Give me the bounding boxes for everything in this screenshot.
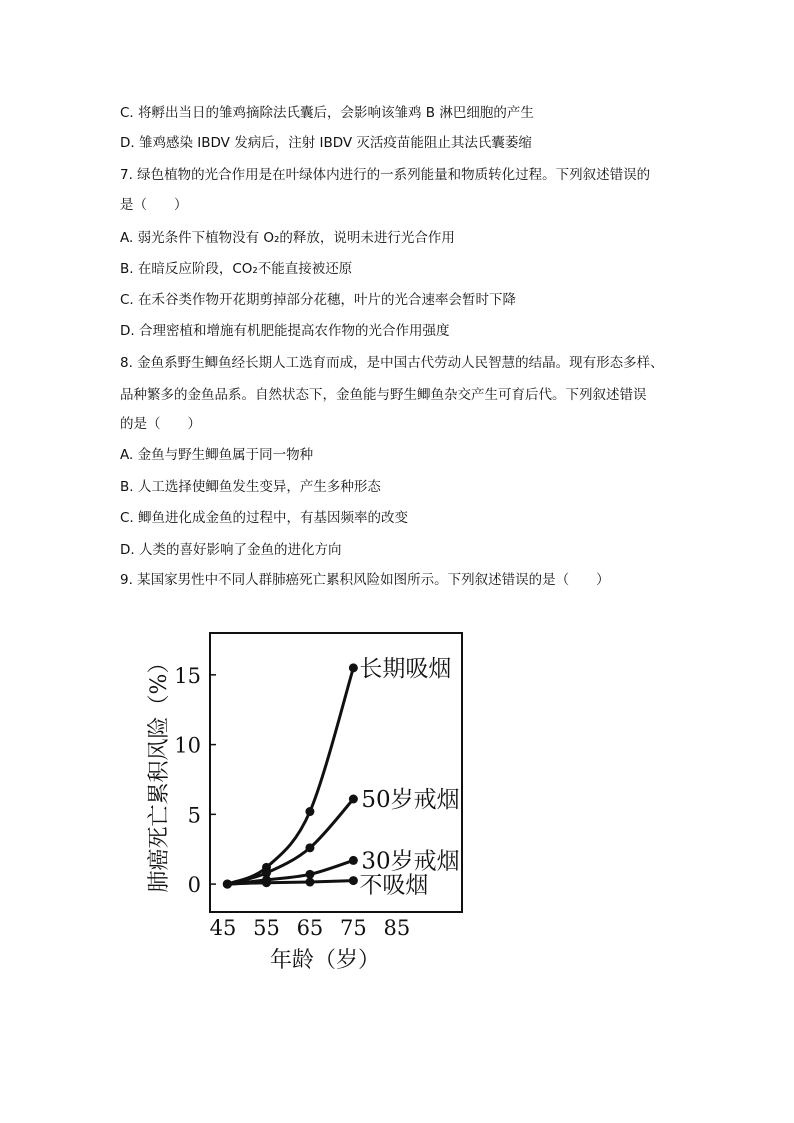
text-line: 8. 金鱼系野生鲫鱼经长期人工选育而成，是中国古代劳动人民智慧的结晶。现有形态多样、 [120, 355, 664, 371]
series-line [227, 799, 353, 884]
data-point [349, 856, 358, 865]
text-line: 品种繁多的金鱼品系。自然状态下，金鱼能与野生鲫鱼杂交产生可育后代。下列叙述错误 [120, 387, 647, 403]
data-point [305, 807, 314, 816]
data-point [305, 870, 314, 879]
y-tick-label: 0 [187, 873, 201, 898]
data-point [223, 880, 232, 889]
series-line [227, 860, 353, 884]
data-point [262, 875, 271, 884]
data-point [223, 880, 232, 889]
data-point [349, 876, 358, 885]
text-line: C. 在禾谷类作物开花期剪掉部分花穗，叶片的光合速率会暂时下降 [120, 292, 517, 308]
series-line [227, 668, 353, 884]
text-line: D. 雏鸡感染 IBDV 发病后，注射 IBDV 灭活疫苗能阻止其法氏囊萎缩 [120, 135, 532, 151]
x-axis-label: 年龄（岁） [269, 948, 381, 973]
text-line: B. 人工选择使鲫鱼发生变异，产生多种形态 [120, 479, 381, 495]
series-label: 50岁戒烟 [361, 787, 460, 814]
data-point [349, 795, 358, 804]
data-point [262, 878, 271, 887]
series-label: 长期吸烟 [359, 655, 452, 682]
text-line: B. 在暗反应阶段，CO₂不能直接被还原 [120, 261, 353, 277]
plot-frame [210, 633, 462, 912]
x-axis-ticks [210, 916, 411, 940]
data-point [262, 863, 271, 872]
y-tick-label: 15 [174, 663, 201, 688]
series-label: 30岁戒烟 [361, 848, 460, 875]
series-line [227, 881, 353, 884]
x-tick-label: 85 [383, 916, 411, 940]
text-line: 的是（ ） [120, 416, 201, 432]
data-point [305, 843, 314, 852]
series-label: 不吸烟 [359, 872, 429, 899]
data-point [223, 880, 232, 889]
text-line: A. 弱光条件下植物没有 O₂的释放，说明未进行光合作用 [120, 230, 455, 246]
text-line: 是（ ） [120, 197, 188, 213]
y-tick-label: 5 [187, 803, 201, 828]
y-axis-label: 肺癌死亡累积风险（%） [147, 651, 172, 893]
y-axis-ticks [174, 664, 216, 897]
x-tick-label: 75 [340, 916, 367, 940]
y-tick-label: 10 [174, 733, 201, 758]
data-point [349, 663, 358, 672]
text-line: C. 鲫鱼进化成金鱼的过程中，有基因频率的改变 [120, 510, 409, 526]
data-point [262, 868, 271, 877]
data-point [223, 880, 232, 889]
text-line: 7. 绿色植物的光合作用是在叶绿体内进行的一系列能量和物质转化过程。下列叙述错误的 [120, 167, 651, 183]
text-line: A. 金鱼与野生鲫鱼属于同一物种 [120, 447, 314, 463]
text-line: 9. 某国家男性中不同人群肺癌死亡累积风险如图所示。下列叙述错误的是（ ） [120, 572, 610, 588]
text-line: D. 合理密植和增施有机肥能提高农作物的光合作用强度 [120, 323, 450, 339]
data-point [305, 878, 314, 887]
x-tick-label: 55 [253, 916, 280, 940]
x-tick-label: 45 [209, 916, 237, 940]
text-line: C. 将孵出当日的雏鸡摘除法氏囊后，会影响该雏鸡 B 淋巴细胞的产生 [120, 105, 534, 121]
text-line: D. 人类的喜好影响了金鱼的进化方向 [120, 542, 342, 558]
series-group [223, 656, 460, 899]
x-tick-label: 65 [296, 916, 324, 940]
